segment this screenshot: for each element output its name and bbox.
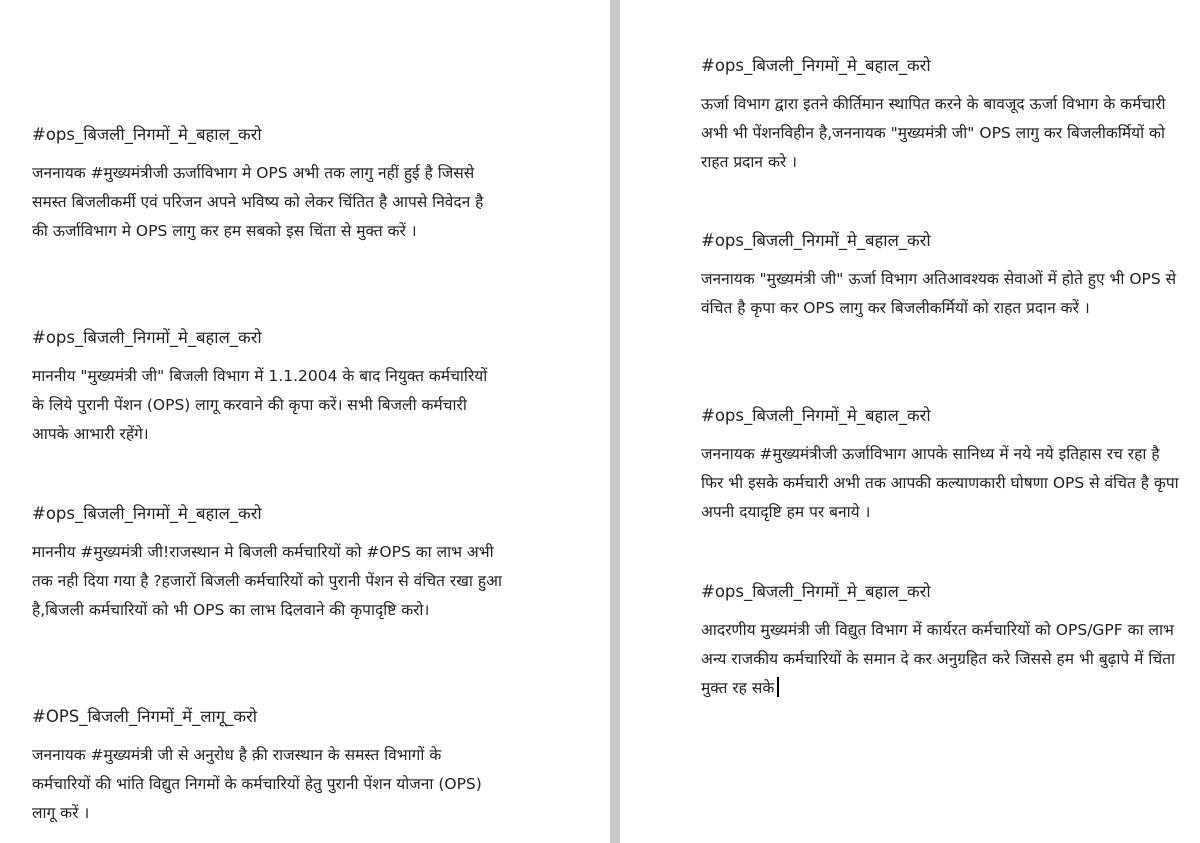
hashtag-heading: #ops_बिजली_निगमों_मे_बहाल_करो — [32, 125, 262, 144]
hashtag-heading: #ops_बिजली_निगमों_मे_बहाल_करो — [701, 406, 931, 425]
post-body-text: ऊर्जा विभाग द्वारा इतने कीर्तिमान स्थापित करने के बावजूद ऊर्जा विभाग के कर्मचारी अभी भी पेंशनविहीन है,जननायक "मुख्यमंत्री जी" OPS लागु कर बिजलीकर्मियों को राहत प्रदान करे । — [701, 95, 1166, 171]
post-block — [701, 230, 1181, 323]
post-block — [701, 55, 1181, 177]
post-block — [32, 327, 502, 449]
document-page-right — [620, 0, 1200, 843]
post-body-text: जननायक "मुख्यमंत्री जी" ऊर्जा विभाग अतिआवश्यक सेवाओं में होते हुए भी OPS से वंचित है कृपा कर OPS लागु कर बिजलीकर्मियों को राहत प्रदान करें । — [701, 270, 1177, 317]
hashtag-heading: #ops_बिजली_निगमों_मे_बहाल_करो — [701, 582, 931, 601]
post-block — [701, 581, 1181, 703]
post-block — [32, 706, 502, 828]
post-body-text: जननायक #मुख्यमंत्रीजी ऊर्जाविभाग आपके सानिध्य में नये नये इतिहास रच रहा है फिर भी इसके कर्मचारी अभी तक आपकी कल्याणकारी घोषणा OPS से वंचित है कृपा अपनी दयादृष्टि हम पर बनाये । — [701, 445, 1179, 521]
hashtag-heading: #ops_बिजली_निगमों_मे_बहाल_करो — [701, 56, 931, 75]
post-block — [32, 124, 502, 246]
page-divider — [610, 0, 620, 843]
post-body-text: माननीय "मुख्यमंत्री जी" बिजली विभाग में 1.1.2004 के बाद नियुक्त कर्मचारियों के लिये पुरानी पेंशन (OPS) लागू करवाने की कृपा करें। सभी बिजली कर्मचारी आपके आभारी रहेंगे। — [32, 367, 488, 443]
text-cursor — [777, 677, 779, 697]
post-body-text: जननायक #मुख्यमंत्रीजी ऊर्जाविभाग मे OPS अभी तक लागु नहीं हुई है जिससे समस्त बिजलीकर्मी एवं परिजन अपने भविष्य को लेकर चिंतित है आपसे निवेदन है की ऊर्जाविभाग मे OPS लागु कर हम सबको इस चिंता से मुक्त करें । — [32, 164, 484, 240]
post-body-text: जननायक #मुख्यमंत्री जी से अनुरोध है क़ी राजस्थान के समस्त विभागों के कर्मचारियों की भांति विद्युत निगमों के कर्मचारियों हेतु पुरानी पेंशन योजना (OPS) लागू करें । — [32, 746, 482, 822]
post-block — [32, 503, 502, 625]
hashtag-heading: #OPS_बिजली_निगमों_में_लागू_करो — [32, 707, 258, 726]
hashtag-heading: #ops_बिजली_निगमों_मे_बहाल_करो — [32, 504, 262, 523]
post-body-text: आदरणीय मुख्यमंत्री जी विद्युत विभाग में कार्यरत कर्मचारियों को OPS/GPF का लाभ अन्य राजकीय कर्मचारियों के समान दे कर अनुग्रहित करे जिससे हम भी बुढ़ापे में चिंता मुक्त रह सके — [701, 621, 1176, 697]
post-body-text: माननीय #मुख्यमंत्री जी!राजस्थान मे बिजली कर्मचारियों को #OPS का लाभ अभी तक नही दिया गया है ?हजारों बिजली कर्मचारियों को पुरानी पेंशन से वंचित रखा हुआ है,बिजली कर्मचारियों को भी OPS का लाभ दिलवाने की कृपादृष्टि करो। — [32, 543, 502, 619]
post-body-text-editable[interactable] — [701, 616, 1181, 703]
post-block — [701, 405, 1181, 527]
hashtag-heading: #ops_बिजली_निगमों_मे_बहाल_करो — [32, 328, 262, 347]
hashtag-heading: #ops_बिजली_निगमों_मे_बहाल_करो — [701, 231, 931, 250]
